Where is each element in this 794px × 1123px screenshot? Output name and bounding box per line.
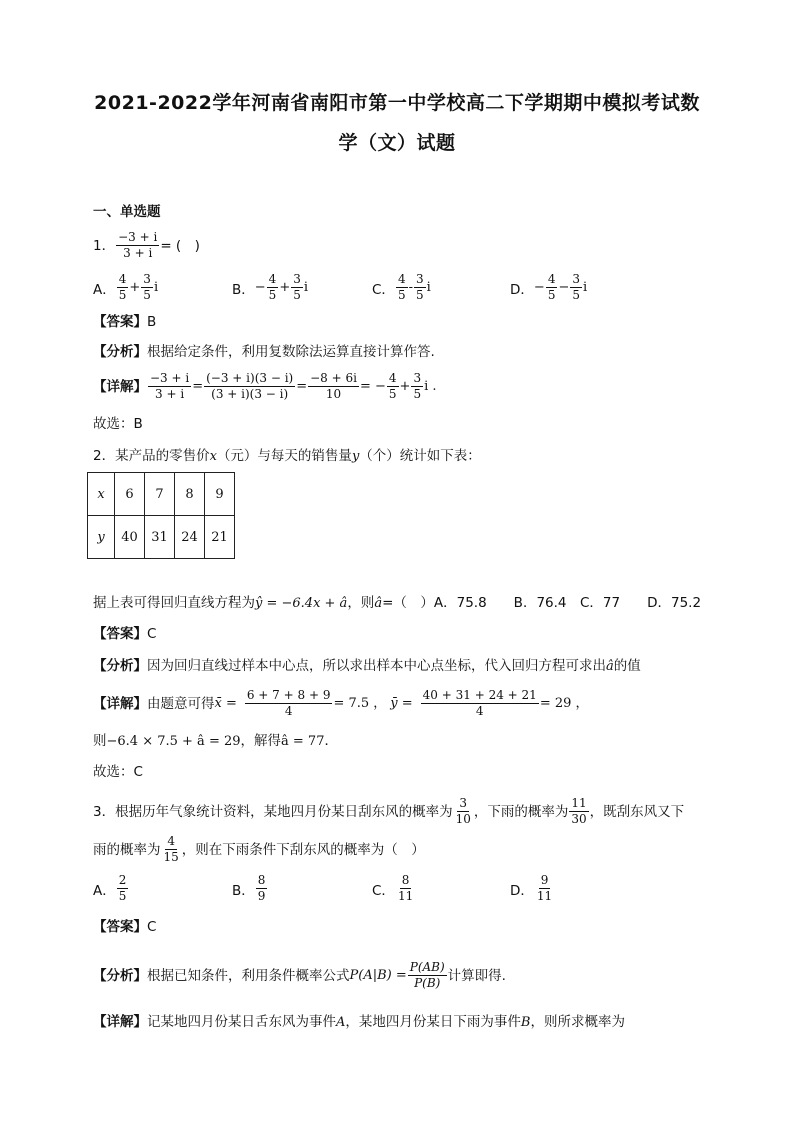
detail2-end: ． xyxy=(324,733,338,749)
q3-option-d xyxy=(510,873,555,904)
detail-den-2: (3 + i)(3 − i) xyxy=(211,387,289,401)
ybar-numerator: 40 + 31 + 24 + 21 xyxy=(422,688,537,702)
option-den-2: 5 xyxy=(293,288,301,302)
event-a: A xyxy=(336,1015,346,1030)
analysis-text-end: 的值 xyxy=(613,658,641,674)
plus-sign: + xyxy=(399,378,411,394)
option-letter: B． xyxy=(232,281,255,298)
detail2-text-a: 则 xyxy=(93,733,107,749)
option-den-2: 5 xyxy=(572,288,580,302)
equals-sign: = xyxy=(296,378,308,394)
y-bar: ȳ = xyxy=(390,695,413,711)
option-unit: i xyxy=(153,280,159,295)
analysis-tag: 【分析】 xyxy=(93,658,147,674)
detail-tag: 【详解】 xyxy=(93,1014,147,1030)
detail-den-3: 10 xyxy=(325,387,342,401)
formula-denominator: P(B) xyxy=(414,976,441,990)
q1-option-b xyxy=(232,272,308,303)
q3-text-e: ，则在下雨条件下刮东风的概率为（ ） xyxy=(181,841,425,858)
table-cell: 8 xyxy=(175,473,205,516)
option-num-1: 4 xyxy=(268,272,277,286)
fraction-denominator: 3 + i xyxy=(123,246,153,260)
q3-analysis xyxy=(93,960,506,991)
analysis-tag: 【分析】 xyxy=(93,344,147,360)
option-unit: i xyxy=(426,280,431,295)
question-number: 1． xyxy=(93,237,116,254)
answer-tag: 【答案】 xyxy=(93,314,147,330)
q3-frac-3-den: 15 xyxy=(163,850,179,864)
table-cell: 40 xyxy=(115,516,145,559)
equals-sign: = xyxy=(192,378,204,394)
option-num-2: 3 xyxy=(415,272,424,286)
equals-minus: = − xyxy=(359,378,386,394)
option-operator: - xyxy=(408,280,413,295)
table-cell: 9 xyxy=(205,473,235,516)
analysis-text-end: 计算即得. xyxy=(447,967,506,984)
fraction-numerator: −3 + i xyxy=(118,230,158,244)
q3-text-a: 3．根据历年气象统计资料，某地四月份某日刮东风的概率为 xyxy=(93,803,453,820)
detail-num-5: 3 xyxy=(413,371,422,385)
q1-detail xyxy=(93,371,437,402)
option-den-2: 5 xyxy=(415,288,424,302)
option-num: 2 xyxy=(118,873,127,887)
detail-text-c: ，则所求概率为 xyxy=(530,1014,625,1030)
option-num-1: 4 xyxy=(118,272,127,286)
option-letter: A． xyxy=(93,281,116,298)
option-unit: i xyxy=(303,280,309,295)
detail-text-b: ，某地四月份某日下雨为事件 xyxy=(345,1014,521,1030)
option-letter: A． xyxy=(93,882,116,899)
ybar-result: = 29 ， xyxy=(539,695,589,711)
q1-option-c xyxy=(372,272,431,303)
option-letter: B． xyxy=(232,882,255,899)
q2-detail-2 xyxy=(93,731,338,752)
q2-answer xyxy=(93,624,156,644)
q3-text-b: ，下雨的概率为 xyxy=(473,803,569,820)
table-row xyxy=(88,473,235,516)
detail2-text-b: ，解得 xyxy=(240,733,282,749)
detail-end: i . xyxy=(424,378,437,394)
option-letter: D． xyxy=(510,882,534,899)
q3-option-a xyxy=(93,873,129,904)
detail-num-2: (−3 + i)(3 − i) xyxy=(206,371,294,385)
answer-value: C xyxy=(147,626,157,642)
q2-stem-c: =（ ）A．75.8 B．76.4 C．77 D．75.2 xyxy=(382,595,702,611)
q3-detail xyxy=(93,1012,625,1033)
option-num-2: 3 xyxy=(572,272,580,286)
q3-frac-3-num: 4 xyxy=(167,834,175,848)
q2-stem xyxy=(93,593,701,614)
event-b: B xyxy=(520,1015,531,1030)
option-num-2: 3 xyxy=(293,272,301,286)
detail-num-3: −8 + 6i xyxy=(310,371,357,385)
option-letter: C． xyxy=(372,882,395,899)
q2-text-b: （元）与每天的销售量 xyxy=(216,448,352,464)
detail-text: 由题意可得 xyxy=(147,695,215,712)
q2-var-y: y xyxy=(351,449,360,464)
q3-option-b xyxy=(232,873,268,904)
answer-value: C xyxy=(147,919,157,935)
question-2 xyxy=(93,446,481,467)
option-den-1: 5 xyxy=(268,288,277,302)
q2-text-a: 2．某产品的零售价 xyxy=(93,448,210,464)
q2-detail xyxy=(93,688,589,719)
q2-a-hat: â xyxy=(374,596,383,611)
q3-option-c xyxy=(372,873,416,904)
option-num: 9 xyxy=(540,873,549,887)
q1-option-a xyxy=(93,272,158,303)
option-num-1: 4 xyxy=(397,272,406,286)
option-letter: D． xyxy=(510,281,534,298)
page-title-line-2: 学（文）试题 xyxy=(338,132,456,154)
detail2-equation: −6.4 × 7.5 + â = 29 xyxy=(106,734,241,749)
formula-lhs: P(A|B) = xyxy=(349,967,407,983)
question-3-cont xyxy=(93,834,425,865)
option-den: 9 xyxy=(257,889,266,903)
answer-value: B xyxy=(147,314,157,330)
detail2-result: â = 77 xyxy=(281,734,325,749)
question-1 xyxy=(93,230,200,261)
q3-frac-1-den: 10 xyxy=(455,812,471,826)
q2-stem-b: ，则 xyxy=(347,595,375,611)
analysis-text: 根据给定条件，利用复数除法运算直接计算作答. xyxy=(147,344,435,360)
option-num-1: 4 xyxy=(547,272,556,286)
detail-den-1: 3 + i xyxy=(155,387,185,401)
table-cell: 7 xyxy=(145,473,175,516)
q2-text-c: （个）统计如下表： xyxy=(359,448,481,464)
analysis-tag: 【分析】 xyxy=(93,967,147,984)
detail-text-a: 记某地四月份某日舌东风为事件 xyxy=(147,1014,336,1030)
detail-tag: 【详解】 xyxy=(93,695,147,712)
x-bar: x̄ = xyxy=(214,695,237,711)
option-operator: − xyxy=(558,280,570,295)
option-den: 5 xyxy=(118,889,127,903)
table-cell: 31 xyxy=(145,516,175,559)
table-cell: 6 xyxy=(115,473,145,516)
option-sign: − xyxy=(533,280,545,295)
analysis-text: 因为回归直线过样本中心点，所以求出样本中心点坐标，代入回归方程可求出 xyxy=(147,658,606,674)
q3-text-c: ，既刮东风又下 xyxy=(589,803,685,820)
table-row xyxy=(88,516,235,559)
q1-answer xyxy=(93,312,156,332)
q3-text-d: 雨的概率为 xyxy=(93,841,161,858)
q1-choice: 故选：B xyxy=(93,416,143,432)
analysis-text: 根据已知条件，利用条件概率公式 xyxy=(147,967,350,984)
q2-stem-a: 据上表可得回归直线方程为 xyxy=(93,595,255,611)
data-table xyxy=(87,472,235,559)
table-header-x: x xyxy=(88,473,115,516)
section-heading: 一、单选题 xyxy=(93,204,161,220)
option-sign: − xyxy=(254,280,266,295)
option-den: 11 xyxy=(536,889,553,903)
option-unit: i xyxy=(583,280,588,295)
option-num: 8 xyxy=(257,873,266,887)
option-den-1: 5 xyxy=(547,288,556,302)
option-num-2: 3 xyxy=(143,272,151,286)
xbar-result: = 7.5 ， xyxy=(333,695,387,711)
q3-frac-2-den: 30 xyxy=(571,812,587,826)
ybar-denominator: 4 xyxy=(475,704,484,718)
q2-analysis xyxy=(93,656,641,677)
question-tail: = ( ) xyxy=(160,237,200,254)
option-operator: + xyxy=(279,280,291,295)
option-letter: C． xyxy=(372,281,395,298)
detail-num-4: 4 xyxy=(388,371,397,385)
option-den-1: 5 xyxy=(118,288,127,302)
q2-equation: ŷ = −6.4x + â xyxy=(255,596,348,611)
page-title-line-1: 2021-2022学年河南省南阳市第一中学校高二下学期期中模拟考试数 xyxy=(94,92,700,114)
detail-den-4: 5 xyxy=(388,387,397,401)
q3-frac-2-num: 11 xyxy=(571,796,587,810)
question-fraction xyxy=(116,230,159,261)
q2-var-x: x xyxy=(209,449,217,464)
detail-den-5: 5 xyxy=(413,387,422,401)
q2-a-hat: â xyxy=(606,659,614,674)
option-operator: + xyxy=(129,280,141,295)
q1-option-d xyxy=(510,272,587,303)
option-den: 11 xyxy=(397,889,414,903)
answer-tag: 【答案】 xyxy=(93,626,147,642)
xbar-numerator: 6 + 7 + 8 + 9 xyxy=(246,688,331,702)
table-cell: 24 xyxy=(175,516,205,559)
answer-tag: 【答案】 xyxy=(93,919,147,935)
option-den-2: 5 xyxy=(143,288,151,302)
option-num: 8 xyxy=(401,873,410,887)
table-header-y: y xyxy=(88,516,115,559)
q3-frac-1-num: 3 xyxy=(459,796,468,810)
q2-choice: 故选：C xyxy=(93,764,143,780)
question-3 xyxy=(93,796,684,827)
formula-numerator: P(AB) xyxy=(409,960,445,974)
q1-analysis xyxy=(93,342,435,362)
xbar-denominator: 4 xyxy=(284,704,293,718)
detail-tag: 【详解】 xyxy=(93,378,147,395)
table-cell: 21 xyxy=(205,516,235,559)
q3-answer xyxy=(93,917,156,937)
option-den-1: 5 xyxy=(397,288,406,302)
detail-num-1: −3 + i xyxy=(150,371,190,385)
